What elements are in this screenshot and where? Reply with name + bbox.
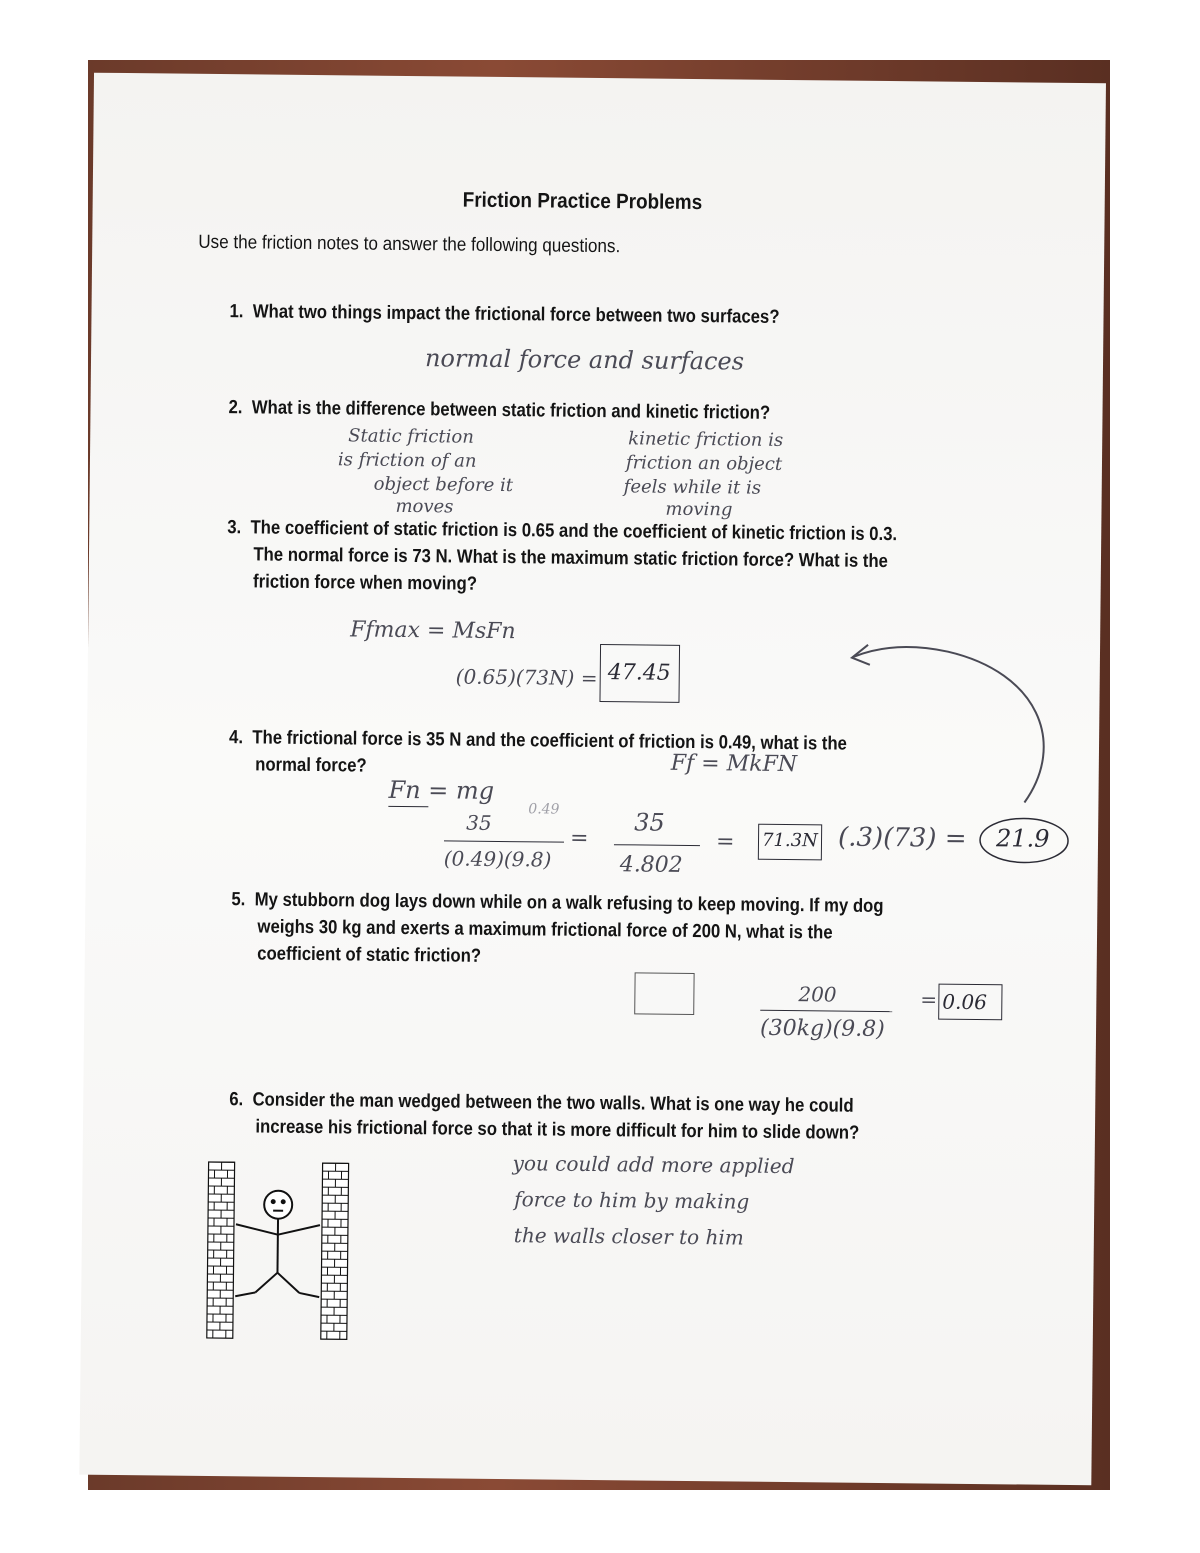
kinetic-result: 21.9 xyxy=(995,824,1050,853)
question-number: 6. xyxy=(229,1089,244,1111)
answer-line: force to him by making xyxy=(514,1187,750,1214)
fraction-denominator: (30kg)(9.8) xyxy=(759,1015,885,1043)
formula-q3: Ffmax = MsFn xyxy=(350,617,516,645)
equals-sign: = xyxy=(715,829,735,855)
worksheet-page xyxy=(79,73,1106,1486)
page-title: Friction Practice Problems xyxy=(462,188,703,215)
formula-q4: Ff = MkFN xyxy=(670,750,798,778)
curved-arrow xyxy=(852,646,1044,802)
question-text: The coefficient of static friction is 0.65 and the coefficient of kinetic friction is 0.3. xyxy=(250,517,898,546)
question-text: normal force? xyxy=(255,754,367,777)
question-text: weighs 30 kg and exerts a maximum frictional force of 200 N, what is the xyxy=(257,916,833,944)
answer-line: object before it xyxy=(373,473,514,497)
question-number: 1. xyxy=(229,301,244,323)
question-number: 4. xyxy=(228,727,244,749)
answer-1: normal force and surfaces xyxy=(424,344,745,376)
question-6 xyxy=(229,1086,860,1147)
question-text: The frictional force is 35 N and the coefficient of friction is 0.49, what is the xyxy=(252,727,848,755)
question-text: increase his frictional force so that it is more difficult for him to slide down? xyxy=(255,1116,860,1144)
question-number: 5. xyxy=(231,889,246,911)
result-q5: 0.06 xyxy=(942,989,988,1015)
fraction-denominator: 4.802 xyxy=(619,852,683,878)
fraction-denominator: (0.49)(9.8) xyxy=(443,846,552,872)
question-text: Consider the man wedged between the two walls. What is one way he could xyxy=(252,1089,854,1117)
question-text: The normal force is 73 N. What is the maximum static friction force? What is the xyxy=(253,544,889,573)
answer-line: friction an object xyxy=(625,452,783,475)
equals-sign: = xyxy=(920,987,938,1012)
question-5 xyxy=(231,886,884,974)
answer-line: kinetic friction is xyxy=(628,428,784,451)
question-text: coefficient of static friction? xyxy=(257,943,482,967)
man-between-walls-illustration xyxy=(203,1162,355,1344)
kinetic-calculation: (.3)(73) = xyxy=(837,822,967,854)
result-circle xyxy=(980,818,1068,863)
calculation-q3: (0.65)(73N) = xyxy=(455,664,598,691)
fraction-numerator: 200 xyxy=(798,982,837,1007)
answer-line: you could add more applied xyxy=(512,1151,795,1179)
stick-figure xyxy=(235,1190,320,1297)
question-number: 2. xyxy=(228,397,243,419)
answer-line: feels while it is xyxy=(623,476,762,499)
question-text: What two things impact the frictional force between two surfaces? xyxy=(252,301,780,328)
empty-box xyxy=(634,972,694,1015)
normal-force-formula: Fn = mg xyxy=(388,775,495,805)
faint-note: 0.49 xyxy=(528,801,560,818)
answer-line: is friction of an xyxy=(337,449,477,472)
result-q4: 71.3N xyxy=(761,829,818,852)
question-text: friction force when moving? xyxy=(252,571,478,595)
fraction-numerator: 35 xyxy=(466,810,492,835)
instructions: Use the friction notes to answer the following questions. xyxy=(198,231,621,258)
answer-line: moving xyxy=(665,498,733,521)
answer-line: moves xyxy=(395,495,454,518)
answer-line: the walls closer to him xyxy=(513,1223,744,1250)
equals-sign: = xyxy=(569,825,589,851)
question-text: What is the difference between static friction and kinetic friction? xyxy=(251,397,771,424)
question-number: 3. xyxy=(227,517,242,539)
question-text: My stubborn dog lays down while on a walk refusing to keep moving. If my dog xyxy=(254,889,884,918)
result-q3: 47.45 xyxy=(607,660,671,686)
fraction-numerator: 35 xyxy=(634,808,665,837)
answer-line: Static friction xyxy=(348,425,474,448)
